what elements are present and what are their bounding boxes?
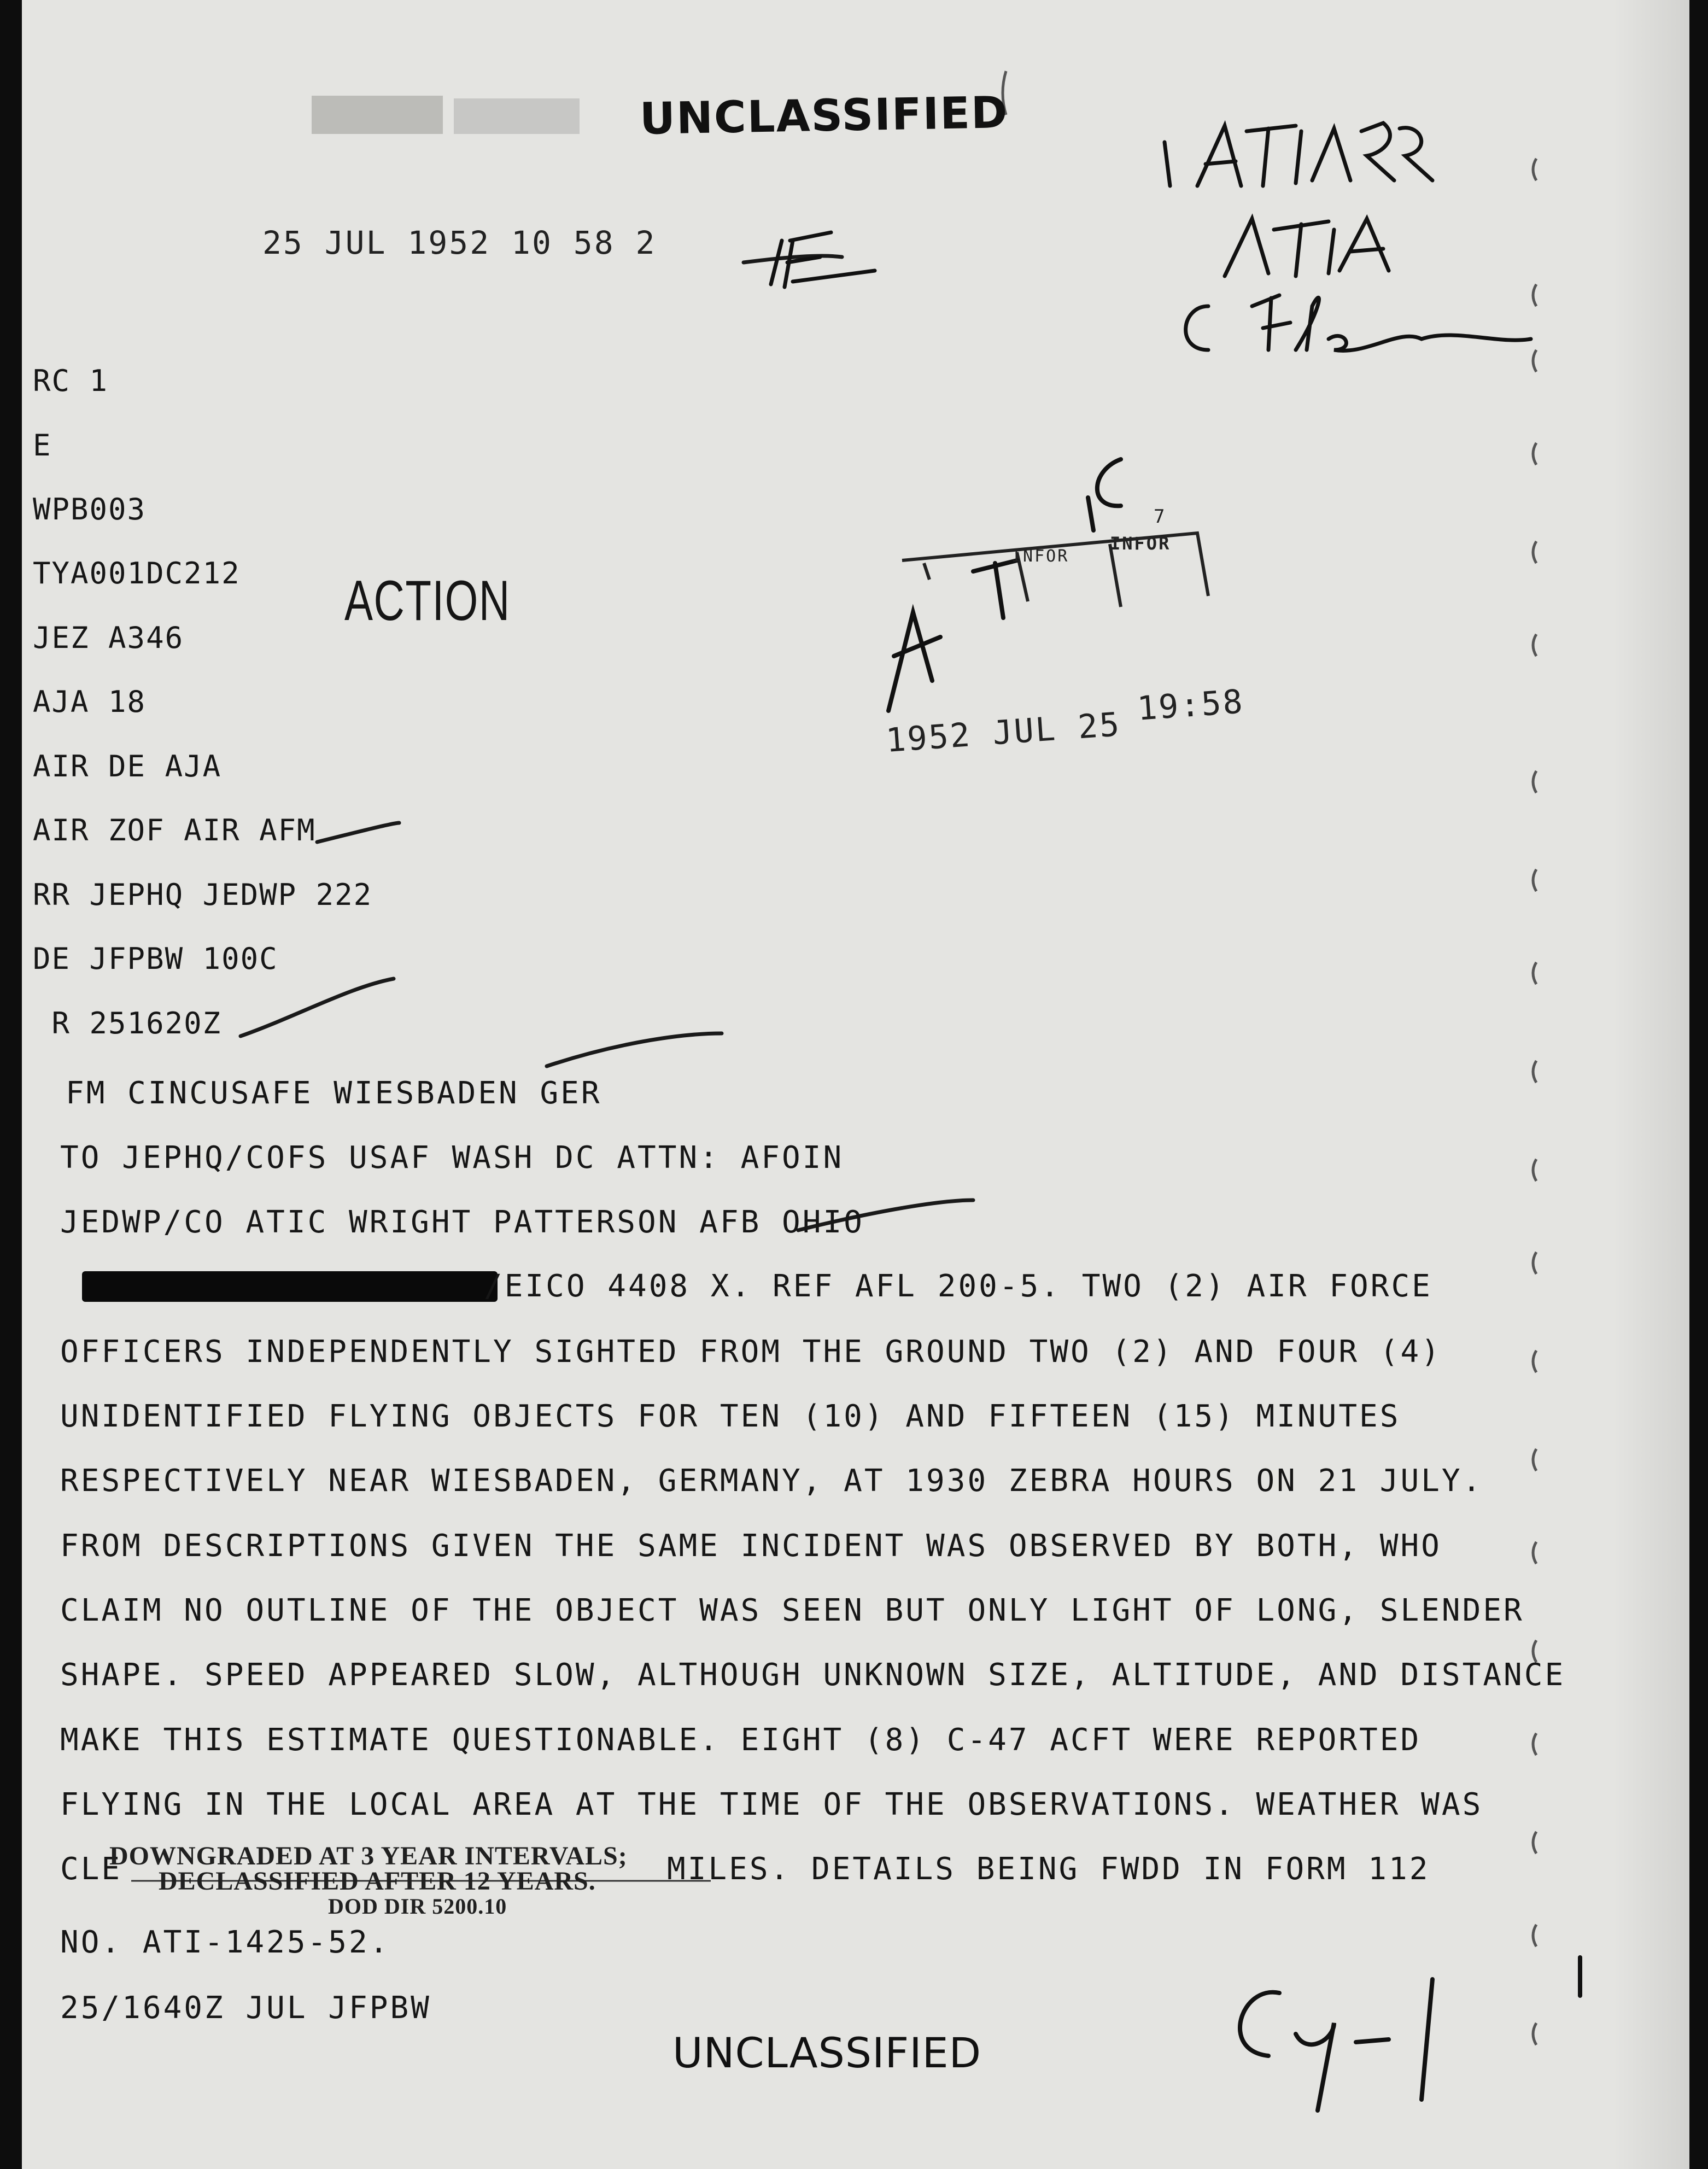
- atic-stamp-label: INFOR: [1011, 547, 1069, 566]
- atic-stamp-label: INFOR: [1110, 533, 1171, 554]
- action-stamp: ACTION: [344, 569, 511, 633]
- atic-stamp-time: 19:58: [1136, 682, 1245, 728]
- message-line: /EICO 4408 X. REF AFL 200-5. TWO (2) AIR FORCE: [484, 1268, 1432, 1304]
- message-line: TO JEPHQ/COFS USAF WASH DC ATTN: AFOIN: [60, 1140, 844, 1176]
- classification-top: UNCLASSIFIED: [639, 87, 1009, 144]
- message-line: NO. ATI-1425-52.: [60, 1925, 390, 1960]
- message-line: OFFICERS INDEPENDENTLY SIGHTED FROM THE GROUND TWO (2) AND FOUR (4): [60, 1334, 1442, 1370]
- header-line: AJA 18: [33, 685, 147, 719]
- message-line: JEDWP/CO ATIC WRIGHT PATTERSON AFB OHIO: [60, 1205, 864, 1240]
- stamp-smudge: [454, 98, 580, 134]
- receipt-time-stamp: 25 JUL 1952 10 58 2: [262, 224, 657, 261]
- atic-stamp-number: 7: [1154, 506, 1167, 528]
- downgrade-line-3: DOD DIR 5200.10: [328, 1894, 507, 1919]
- header-line: JEZ A346: [33, 621, 184, 655]
- stamp-smudge: [312, 96, 443, 134]
- downgrade-line-2: DECLASSIFIED AFTER 12 YEARS.: [159, 1867, 596, 1896]
- header-line: E: [33, 428, 52, 463]
- header-line: AIR ZOF AIR AFM: [33, 813, 316, 847]
- message-line-tail: MILES. DETAILS BEING FWDD IN FORM 112: [667, 1851, 1430, 1887]
- message-line: 25/1640Z JUL JFPBW: [60, 1990, 431, 2026]
- teletype-message-page: [22, 0, 1689, 2169]
- header-line: AIR DE AJA: [33, 749, 222, 784]
- message-line: CLAIM NO OUTLINE OF THE OBJECT WAS SEEN BUT ONLY LIGHT OF LONG, SLENDER: [60, 1593, 1524, 1628]
- header-line: DE JFPBW 100C: [33, 942, 278, 976]
- message-line: MAKE THIS ESTIMATE QUESTIONABLE. EIGHT (8) C-47 ACFT WERE REPORTED: [60, 1722, 1422, 1758]
- downgrade-stamp: [109, 1841, 628, 1919]
- message-line: FLYING IN THE LOCAL AREA AT THE TIME OF THE OBSERVATIONS. WEATHER WAS: [60, 1787, 1483, 1822]
- message-line: FM CINCUSAFE WIESBADEN GER: [66, 1075, 602, 1111]
- header-line: RC 1: [33, 364, 109, 398]
- header-line: R 251620Z: [33, 1006, 222, 1040]
- message-line: CLE: [60, 1851, 122, 1887]
- downgrade-line-1: DOWNGRADED AT 3 YEAR INTERVALS;: [109, 1841, 628, 1870]
- header-line: RR JEPHQ JEDWP 222: [33, 878, 373, 912]
- atic-stamp-date: 1952 JUL 25: [885, 705, 1122, 760]
- header-line: WPB003: [33, 492, 147, 527]
- message-line: RESPECTIVELY NEAR WIESBADEN, GERMANY, AT 1930 ZEBRA HOURS ON 21 JULY.: [60, 1463, 1483, 1499]
- header-line: TYA001DC212: [33, 556, 241, 591]
- classification-bottom: UNCLASSIFIED: [672, 2028, 982, 2077]
- redaction-bar: [82, 1271, 498, 1302]
- message-line: SHAPE. SPEED APPEARED SLOW, ALTHOUGH UNKNOWN SIZE, ALTITUDE, AND DISTANCE: [60, 1657, 1566, 1693]
- message-line: UNIDENTIFIED FLYING OBJECTS FOR TEN (10) AND FIFTEEN (15) MINUTES: [60, 1399, 1401, 1434]
- message-line: FROM DESCRIPTIONS GIVEN THE SAME INCIDENT WAS OBSERVED BY BOTH, WHO: [60, 1528, 1442, 1564]
